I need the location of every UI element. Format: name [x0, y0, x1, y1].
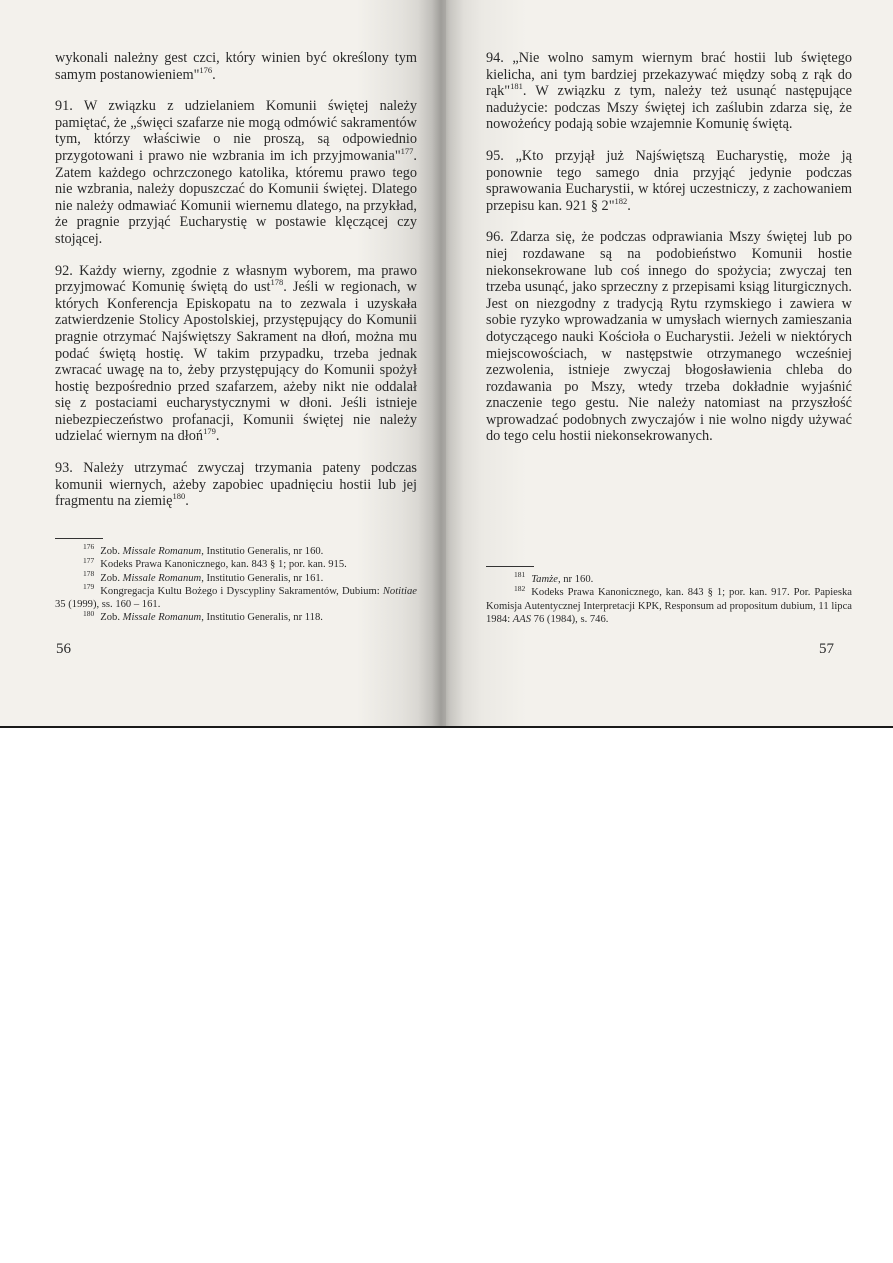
footnote-176: $^{176}$ Zob. Missale Romanum, Institutio Generalis, nr 160. [83, 542, 324, 557]
footnote-180: $^{180}$ Zob. Missale Romanum, Institutio Generalis, nr 118. [83, 608, 323, 624]
left-page [0, 0, 446, 728]
footnote-ref: 177 [400, 146, 414, 157]
footnote-177: $^{177}$ Kodeks Prawa Kanonicznego, kan. 843 § 1; por. kan. 915. [83, 555, 347, 571]
footnote-181: $^{181}$ Tamże, nr 160. [514, 570, 594, 585]
footnote-ref: 176 [199, 64, 213, 75]
footnote-179: $^{179}$ Kongregacja Kultu Bożego i Dyscypliny Sakramentów, Dubium: Notitiae 35 (1999), ss. 160 – 161. [55, 582, 417, 611]
paragraph-95: 95. „Kto przyjął już Najświętszą Eucharystię, może ją ponownie tego samego dnia przyjąć jedynie podczas sprawowania Eucharystii, w której uczestniczy, z zachowaniem przepisu kan. 921 § 2"$^{182}$. [486, 147, 852, 214]
paragraph-91: 91. W związku z udzielaniem Komunii świętej należy pamiętać, że „święci szafarze nie mogą odmówić sakramentów tym, którzy właściwie o nie proszą, są odpowiednio przygotowani i prawo nie wzbrania im ich przyjmowania"$^{177}$. Zatem każdego ochrzczonego katolika, któremu prawo tego nie wzbrania, należy dopuszczać do Komunii świętej. Dlatego nie należy odmawiać Komunii wiernemu dlatego, na przykład, że pragnie przyjąć Eucharystię w postawie klęczącej czy stojącej. [55, 98, 417, 247]
footnote-ref: 182 [614, 195, 628, 206]
right-body-text [486, 50, 852, 460]
right-page [446, 0, 893, 728]
footnote-divider [486, 566, 534, 567]
paragraph-94: 94. „Nie wolno samym wiernym brać hostii lub świętego kielicha, ani tym bardziej przekazywać między sobą z rąk do rąk"$^{181}$. W związku z tym, należy też usunąć następujące nadużycie: podczas Mszy świętej ich zaślubin zdarza się, że nowożeńcy podają sobie wzajemnie Komunię świętą. [486, 50, 852, 133]
left-body-text [55, 50, 417, 525]
paragraph-92: 92. Każdy wierny, zgodnie z własnym wyborem, ma prawo przyjmować Komunię świętą do ust$^{178}$. Jeśli w regionach, w których Konferencja Episkopatu na to zezwala i uzyskała zatwierdzenie Stolicy Apostolskiej, przystępujący do Komunii pragnie otrzymać Najświętszy Sakrament na dłoń, można mu podać świętą hostię. W takim przypadku, trzeba jednak zwracać uwagę na to, żeby przystępujący do Komunii spożył hostię bezpośrednio przed szafarzem, ażeby nikt nie oddalał się z postaciami eucharystycznymi w dłoni. Jeśli istnieje niebezpieczeństwo profanacji, Komunii świętej nie należy udzielać wiernym na dłoń$^{179}$. [55, 262, 417, 445]
scan-edge [0, 726, 893, 728]
footnote-ref: 180 [172, 491, 186, 502]
footnote-182: $^{182}$ Kodeks Prawa Kanonicznego, kan. 843 § 1; por. kan. 917. Por. Papieska Komisja Autentycznej Interpretacji KPK, Responsum ad propositum dubium, 11 lipca 1984: AAS 76 (1984), s. 746. [486, 583, 852, 625]
footnote-ref: 179 [203, 426, 216, 437]
footnote-ref: 178 [270, 277, 284, 288]
book-gutter-shadow [418, 0, 464, 728]
paragraph-93: 93. Należy utrzymać zwyczaj trzymania pateny podczas komunii wiernych, ażeby zapobiec upadnięciu hostii lub jej fragmentu na ziemię$^{180}$. [55, 460, 417, 510]
page-number: 57 [819, 641, 834, 657]
footnote-divider [55, 538, 103, 539]
footnote-178: $^{178}$ Zob. Missale Romanum, Institutio Generalis, nr 161. [83, 569, 324, 584]
paragraph-continuation: wykonali należny gest czci, który winien być określony tym samym postanowieniem"$^{176}$. [55, 50, 417, 83]
page-number: 56 [56, 641, 71, 657]
paragraph-96: 96. Zdarza się, że podczas odprawiania Mszy świętej lub po niej rozdawane są na podobieństwo Komunii hostie niekonsekrowane lub coś innego do spożycia; zwyczaj ten trzeba usunąć, jako sprzeczny z przepisami ksiąg liturgicznych. Jest on niezgodny z tradycją Rytu rzymskiego i zawiera w sobie ryzyko wprowadzania w umysłach wiernych zamieszania dotyczącego nauki Kościoła o Eucharystii. Jeżeli w niektórych miejscowościach, w następstwie otrzymanego wcześniej zezwolenia, istnieje zwyczaj błogosławienia chleba do rozdawania po Mszy, wtedy trzeba dokładnie wyjaśnić znaczenie tego gestu. Nie należy natomiast na przyszłość wprowadzać podobnych zwyczajów i nie wolno nigdy używać do tego celu hostii niekonsekrowanych. [486, 229, 852, 445]
right-footnotes [486, 566, 852, 626]
footnote-ref: 181 [510, 81, 523, 92]
left-footnotes [55, 538, 417, 625]
